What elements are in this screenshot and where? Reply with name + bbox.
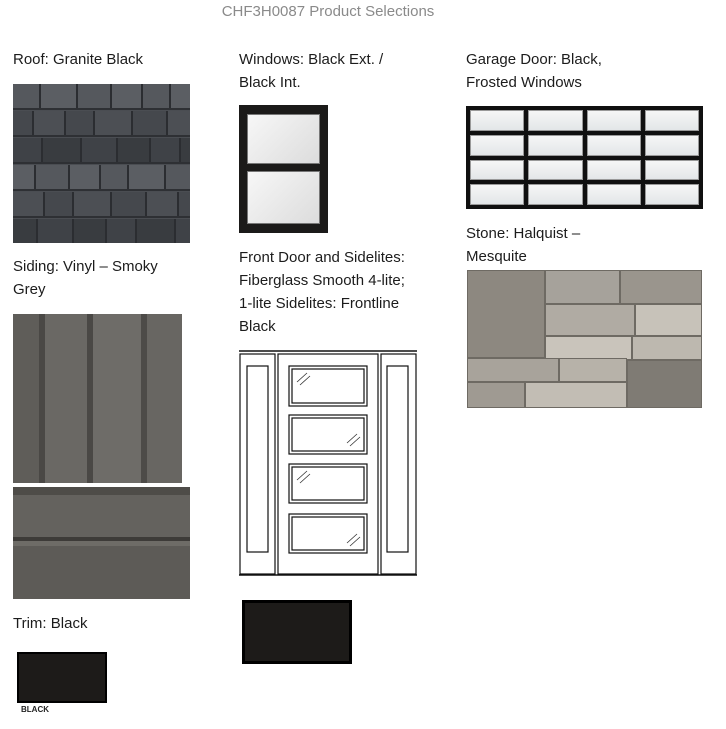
stone-label-line2: Mesquite — [466, 248, 527, 265]
roof-shingle — [13, 138, 43, 162]
siding-label-line1: Siding: Vinyl – Smoky — [13, 258, 158, 275]
garage-door-window-pane — [528, 110, 582, 131]
stone-piece — [525, 382, 627, 408]
garage-door-window-pane — [528, 184, 582, 205]
stone-piece — [545, 336, 632, 360]
roof-shingle-row — [13, 219, 190, 243]
garage-door-window-pane — [587, 184, 641, 205]
stone-label-line1: Stone: Halquist – — [466, 225, 581, 242]
roof-shingle — [112, 192, 147, 216]
roof-shingle — [112, 84, 143, 108]
roof-shingle — [179, 192, 190, 216]
roof-shingle — [107, 219, 137, 243]
trim-swatch-caption: BLACK — [21, 705, 49, 714]
roof-shingle — [74, 219, 107, 243]
roof-shingle — [13, 165, 36, 189]
roof-shingle — [45, 192, 74, 216]
garage-door-window-pane — [470, 160, 524, 181]
roof-shingle — [166, 165, 190, 189]
stone-piece — [545, 270, 620, 304]
front-door-label-line1: Front Door and Sidelites: — [239, 249, 405, 266]
garage-door-window-pane — [528, 160, 582, 181]
roof-shingle — [38, 219, 74, 243]
garage-door-label-line2: Frosted Windows — [466, 74, 582, 91]
stone-piece — [467, 270, 545, 358]
roof-shingle-row — [13, 111, 190, 137]
siding-panel — [93, 314, 141, 483]
roof-shingle — [13, 84, 41, 108]
roof-shingle-row — [13, 192, 190, 218]
roof-shingle — [82, 138, 118, 162]
stone-piece — [467, 382, 525, 408]
roof-shingle-row — [13, 138, 190, 164]
garage-door-window-pane — [470, 184, 524, 205]
roof-shingle — [95, 111, 133, 135]
siding-horizontal-graphic — [13, 487, 190, 599]
roof-shingle — [41, 84, 78, 108]
siding-label-line2: Grey — [13, 281, 46, 298]
stone-piece — [467, 358, 559, 382]
garage-door-window-pane — [470, 110, 524, 131]
stone-piece — [620, 270, 702, 304]
garage-door-window-pane — [587, 160, 641, 181]
siding-panel — [147, 314, 182, 483]
roof-shingle — [137, 219, 176, 243]
roof-shingle — [171, 84, 190, 108]
roof-shingle — [101, 165, 129, 189]
roof-shingle — [74, 192, 112, 216]
stone-piece — [632, 336, 702, 360]
garage-door-window-pane — [587, 135, 641, 156]
garage-door-label-line1: Garage Door: Black, — [466, 51, 602, 68]
roof-shingle-row — [13, 84, 190, 110]
roof-shingle — [129, 165, 166, 189]
roof-shingle — [13, 111, 34, 135]
front-door-label-line3: 1-lite Sidelites: Frontline — [239, 295, 400, 312]
roof-shingle — [13, 219, 38, 243]
stone-swatch — [467, 270, 702, 408]
roof-shingle — [181, 138, 190, 162]
window-lower-sash — [247, 171, 320, 224]
front-door-label-line2: Fiberglass Smooth 4-lite; — [239, 272, 405, 289]
roof-shingle — [133, 111, 168, 135]
roof-shingle — [147, 192, 179, 216]
front-door-color-swatch — [242, 600, 352, 664]
garage-door-window-pane — [470, 135, 524, 156]
garage-door-window-pane — [645, 135, 699, 156]
windows-label-line1: Windows: Black Ext. / — [239, 51, 384, 68]
garage-door-window-pane — [645, 110, 699, 131]
page-title: CHF3H0087 Product Selections — [221, 3, 435, 20]
roof-shingle — [70, 165, 101, 189]
window-swatch — [239, 105, 328, 233]
siding-panel — [45, 314, 87, 483]
roof-shingle — [143, 84, 171, 108]
roof-swatch — [13, 84, 190, 243]
roof-shingle — [151, 138, 181, 162]
garage-door-window-pane — [645, 160, 699, 181]
roof-shingle — [78, 84, 112, 108]
roof-shingle — [118, 138, 151, 162]
window-upper-sash — [247, 114, 320, 164]
front-door-label-line4: Black — [239, 318, 276, 335]
garage-door-window-pane — [587, 110, 641, 131]
front-door-drawing — [239, 349, 417, 578]
stone-piece — [635, 304, 702, 336]
garage-door-window-pane — [645, 184, 699, 205]
stone-piece — [627, 360, 702, 408]
garage-door-swatch — [466, 106, 703, 209]
roof-shingle — [176, 219, 190, 243]
front-door-diagram — [239, 349, 417, 578]
siding-panel — [13, 314, 39, 483]
garage-door-window-pane — [528, 135, 582, 156]
roof-label: Roof: Granite Black — [13, 51, 144, 68]
roof-shingle — [43, 138, 82, 162]
roof-shingle — [168, 111, 190, 135]
stone-piece — [559, 358, 627, 382]
roof-shingle-row — [13, 165, 190, 191]
stone-piece — [545, 304, 635, 336]
roof-shingle — [66, 111, 95, 135]
windows-label-line2: Black Int. — [239, 74, 301, 91]
siding-horizontal-swatch — [13, 487, 190, 599]
roof-shingle — [36, 165, 70, 189]
siding-vertical-swatch — [13, 314, 182, 483]
roof-shingle — [34, 111, 66, 135]
trim-label: Trim: Black — [13, 615, 88, 632]
roof-shingle — [13, 192, 45, 216]
trim-swatch — [17, 652, 107, 703]
